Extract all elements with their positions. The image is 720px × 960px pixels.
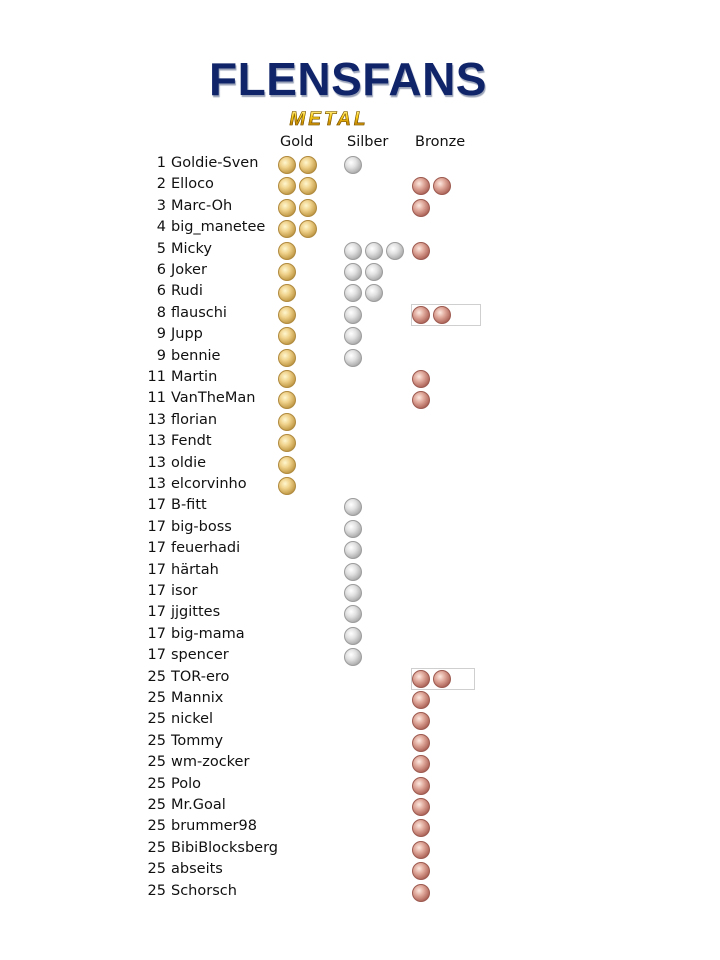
silver-medal-icon <box>344 627 362 645</box>
player-name: nickel <box>171 711 214 728</box>
gold-medal-icon <box>278 477 296 495</box>
silver-medals <box>344 627 362 645</box>
silver-medal-icon <box>344 349 362 367</box>
bronze-medals <box>412 862 430 880</box>
gold-medal-icon <box>278 242 296 260</box>
gold-medals <box>278 242 296 260</box>
bronze-medals <box>412 712 430 730</box>
rank-cell: 25 <box>147 882 166 899</box>
gold-column-header: Gold <box>280 134 314 150</box>
bronze-medal-icon <box>412 755 430 773</box>
player-name: elcorvinho <box>171 476 247 492</box>
player-name: härtah <box>171 561 219 578</box>
silver-medal-icon <box>365 263 383 281</box>
rank-cell: 17 <box>147 518 166 535</box>
gold-medals <box>278 284 296 302</box>
rank-cell: 3 <box>156 197 166 214</box>
bronze-medals <box>412 755 430 773</box>
metal-logo: METAL <box>282 109 376 131</box>
player-name: flauschi <box>171 304 227 321</box>
rank-cell: 25 <box>147 711 166 728</box>
player-name: florian <box>171 411 218 428</box>
player-name: big-mama <box>171 625 245 642</box>
gold-medal-icon <box>278 306 296 324</box>
silver-medals <box>344 349 362 367</box>
rank-cell: 2 <box>156 176 166 193</box>
rank-cell: 25 <box>147 818 166 835</box>
rank-cell: 17 <box>147 625 166 642</box>
player-name: Micky <box>171 240 212 257</box>
bronze-medals <box>412 841 430 859</box>
bronze-medal-icon <box>412 199 430 217</box>
gold-medal-icon <box>278 370 296 388</box>
rank-cell: 17 <box>147 561 166 578</box>
page-title: FLENSFANS <box>209 53 487 105</box>
player-name: Martin <box>171 369 218 385</box>
player-name: bennie <box>171 347 221 364</box>
silver-medal-icon <box>344 605 362 623</box>
gold-medals <box>278 477 296 495</box>
gold-medals <box>278 263 296 281</box>
gold-medal-icon <box>299 199 317 217</box>
rank-cell: 17 <box>147 540 166 557</box>
bronze-medals <box>412 798 430 816</box>
silver-medal-icon <box>344 584 362 602</box>
gold-medal-icon <box>278 349 296 367</box>
bronze-medals <box>412 777 430 795</box>
rank-cell: 1 <box>156 155 166 171</box>
bronze-medal-icon <box>412 177 430 195</box>
bronze-medal-icon <box>412 798 430 816</box>
bronze-medals <box>412 391 430 409</box>
bronze-medals <box>412 884 430 902</box>
bronze-medal-icon <box>412 242 430 260</box>
player-name: brummer98 <box>171 818 257 835</box>
silver-medals <box>344 284 383 302</box>
rank-cell: 25 <box>147 690 166 706</box>
silver-medals <box>344 541 362 559</box>
silver-medals <box>344 156 362 174</box>
bronze-medal-icon <box>412 391 430 409</box>
bronze-medal-icon <box>412 777 430 795</box>
silver-medal-icon <box>344 156 362 174</box>
player-name: Polo <box>171 775 201 792</box>
player-name: oldie <box>171 454 207 471</box>
gold-medal-icon <box>278 220 296 238</box>
gold-medals <box>278 306 296 324</box>
silver-medals <box>344 605 362 623</box>
rank-cell: 25 <box>147 861 166 878</box>
gold-medal-icon <box>299 156 317 174</box>
rank-cell: 13 <box>147 433 166 450</box>
silver-medal-icon <box>344 541 362 559</box>
gold-medals <box>278 391 296 409</box>
gold-medals <box>278 156 317 174</box>
player-name: wm-zocker <box>171 754 250 771</box>
silver-medal-icon <box>344 498 362 516</box>
silver-medals <box>344 520 362 538</box>
bronze-medal-icon <box>412 691 430 709</box>
rank-cell: 11 <box>147 390 166 407</box>
bronze-medal-icon <box>412 841 430 859</box>
player-name: BibiBlocksberg <box>171 839 279 856</box>
player-name: big-boss <box>171 518 232 535</box>
silver-medals <box>344 327 362 345</box>
bronze-medal-icon <box>412 862 430 880</box>
bronze-medals <box>412 691 430 709</box>
player-name: Rudi <box>171 283 203 300</box>
silver-medal-icon <box>365 284 383 302</box>
silver-medal-icon <box>344 520 362 538</box>
rank-cell: 8 <box>156 304 166 321</box>
silver-medals <box>344 263 383 281</box>
player-name: jjgittes <box>171 604 221 621</box>
silver-medal-icon <box>344 648 362 666</box>
rank-cell: 25 <box>147 839 166 856</box>
bronze-medal-icon <box>412 712 430 730</box>
silver-medals <box>344 306 362 324</box>
rank-cell: 25 <box>147 754 166 771</box>
player-name: feuerhadi <box>171 540 241 557</box>
rank-cell: 17 <box>147 583 166 599</box>
silver-medal-icon <box>344 563 362 581</box>
gold-medals <box>278 177 317 195</box>
rank-cell: 25 <box>147 797 166 813</box>
player-name: Goldie-Sven <box>171 155 259 171</box>
bronze-medal-icon <box>412 734 430 752</box>
bronze-medal-icon <box>433 177 451 195</box>
rank-cell: 6 <box>156 283 166 300</box>
player-name: Marc-Oh <box>171 197 233 214</box>
rank-cell: 9 <box>156 326 166 343</box>
gold-medal-icon <box>299 177 317 195</box>
gold-medals <box>278 349 296 367</box>
rank-cell: 13 <box>147 454 166 471</box>
bronze-medals <box>412 177 451 195</box>
silver-medals <box>344 584 362 602</box>
bronze-medals <box>412 819 430 837</box>
silver-medal-icon <box>344 263 362 281</box>
silver-medals <box>344 563 362 581</box>
rank-cell: 9 <box>156 347 166 364</box>
gold-medal-icon <box>278 391 296 409</box>
bronze-medals <box>412 242 430 260</box>
bronze-medal-icon <box>412 884 430 902</box>
gold-medal-icon <box>278 199 296 217</box>
player-name: abseits <box>171 861 223 878</box>
bronze-medals <box>412 734 430 752</box>
rank-cell: 5 <box>156 240 166 257</box>
player-name: Schorsch <box>171 882 237 899</box>
silver-medal-icon <box>365 242 383 260</box>
bronze-medal-icon <box>412 819 430 837</box>
gold-medals <box>278 456 296 474</box>
gold-medals <box>278 434 296 452</box>
rank-cell: 4 <box>156 219 166 236</box>
gold-medal-icon <box>278 434 296 452</box>
player-name: Mannix <box>171 690 224 706</box>
silver-medal-icon <box>386 242 404 260</box>
player-name: B-fitt <box>171 497 207 514</box>
rank-cell: 17 <box>147 647 166 664</box>
player-name: Fendt <box>171 433 212 450</box>
gold-medals <box>278 327 296 345</box>
rank-cell: 17 <box>147 497 166 514</box>
player-name: TOR-ero <box>171 668 230 685</box>
player-name: Joker <box>171 262 207 278</box>
rank-cell: 13 <box>147 476 166 492</box>
bronze-column-header: Bronze <box>415 134 466 150</box>
gold-medal-icon <box>278 156 296 174</box>
silver-medal-icon <box>344 242 362 260</box>
gold-medals <box>278 199 317 217</box>
silver-medal-icon <box>344 327 362 345</box>
silver-medals <box>344 242 404 260</box>
rank-cell: 11 <box>147 369 166 385</box>
bronze-medals <box>412 199 430 217</box>
rank-cell: 17 <box>147 604 166 621</box>
gold-medal-icon <box>299 220 317 238</box>
silver-medals <box>344 648 362 666</box>
rank-cell: 25 <box>147 775 166 792</box>
gold-medal-icon <box>278 327 296 345</box>
player-name: Tommy <box>171 732 224 749</box>
player-name: Elloco <box>171 176 214 193</box>
player-name: spencer <box>171 647 229 664</box>
gold-medal-icon <box>278 284 296 302</box>
player-name: big_manetee <box>171 219 266 236</box>
bronze-medal-icon <box>412 370 430 388</box>
rank-cell: 6 <box>156 262 166 278</box>
gold-medal-icon <box>278 456 296 474</box>
player-name: Mr.Goal <box>171 797 226 813</box>
gold-medal-icon <box>278 177 296 195</box>
silver-column-header: Silber <box>347 134 389 150</box>
silver-medal-icon <box>344 306 362 324</box>
player-name: Jupp <box>171 326 203 343</box>
gold-medal-icon <box>278 413 296 431</box>
medal-frame <box>411 304 481 326</box>
medal-frame <box>411 668 475 690</box>
silver-medals <box>344 498 362 516</box>
rank-cell: 25 <box>147 668 166 685</box>
gold-medals <box>278 370 296 388</box>
player-name: isor <box>171 583 198 599</box>
silver-medal-icon <box>344 284 362 302</box>
rank-cell: 25 <box>147 732 166 749</box>
rank-cell: 13 <box>147 411 166 428</box>
player-name: VanTheMan <box>171 390 256 407</box>
gold-medal-icon <box>278 263 296 281</box>
gold-medals <box>278 413 296 431</box>
gold-medals <box>278 220 317 238</box>
bronze-medals <box>412 370 430 388</box>
